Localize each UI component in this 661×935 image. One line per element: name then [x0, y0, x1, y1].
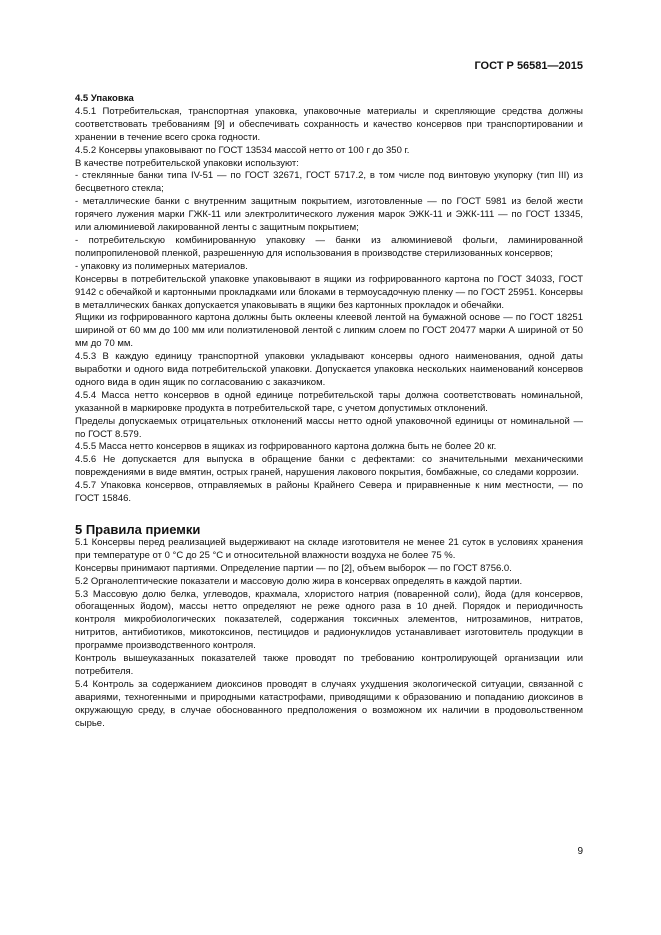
paragraph: Консервы в потребительской упаковке упаковывают в ящики из гофрированного картона по ГОСТ 34033, ГОСТ 9142 с обечайкой и картонными прокладками или блоками в термоусадочную пленку — по ГОСТ 25951. Консервы в металлических банках допускается упаковывать в ящики без картонных прокладок и обечайки.: [75, 273, 583, 311]
section-5-body: [75, 537, 583, 731]
list-item: - упаковку из полимерных материалов.: [75, 260, 248, 272]
paragraph: 4.5.4 Масса нетто консервов в одной единице потребительской тары должна соответствовать номинальной, указанной в маркировке продукта в потребительской таре, с учетом допустимых отклонений.: [75, 389, 583, 414]
paragraph: 5.1 Консервы перед реализацией выдерживают на складе изготовителя не менее 21 суток в условиях хранения при температуре от 0 °С до 25 °С и относительной влажности воздуха не более 75 %.: [75, 536, 583, 561]
section-5-title: 5 Правила приемки: [75, 522, 201, 537]
paragraph: В качестве потребительской упаковки используют:: [75, 157, 299, 169]
list-item: - стеклянные банки типа IV-51 — по ГОСТ 32671, ГОСТ 5717.2, в том числе под винтовую укупорку (тип III) из бесцветного стекла;: [75, 170, 583, 195]
page-content: [75, 93, 583, 731]
document-id: ГОСТ Р 56581—2015: [474, 60, 583, 72]
section-4-5-title: 4.5 Упаковка: [75, 93, 134, 104]
section-4-5-body: [75, 106, 583, 506]
list-item: - потребительскую комбинированную упаковку — банки из алюминиевой фольги, ламинированной полипропиленовой пленкой, разрешенную для использования в производстве стерилизованных консервов;: [75, 234, 583, 259]
paragraph: Пределы допускаемых отрицательных отклонений массы нетто одной упаковочной единицы от номинальной — по ГОСТ 8.579.: [75, 415, 583, 440]
paragraph: 4.5.3 В каждую единицу транспортной упаковки укладывают консервы одного наименования, одной даты выработки и одного вида потребительской упаковки. Допускается упаковка нескольких наименований консервов одного вида в один ящик по согласованию с заказчиком.: [75, 351, 583, 388]
list-item: - металлические банки с внутренним защитным покрытием, изготовленные — по ГОСТ 5981 из белой жести горячего лужения марки ГЖК-11 или электролитического лужения марок ЭЖК-11 и ЭЖК-111 — по ГОСТ 13345, или алюминиевой лакированной ленты с защитным покрытием;: [75, 196, 583, 234]
paragraph: Контроль вышеуказанных показателей также проводят по требованию контролирующей организации или потребителя.: [75, 653, 583, 677]
paragraph: 5.4 Контроль за содержанием диоксинов проводят в случаях ухудшения экологической ситуации, связанной с авариями, техногенными и природными катастрофами, приводящими к образованию и попаданию диоксинов в окружающую среду, в случае обоснованного предположения о возможном их наличии в продовольственном сырье.: [75, 678, 583, 729]
paragraph: 5.2 Органолептические показатели и массовую долю жира в консервах определять в каждой партии.: [75, 575, 523, 587]
page-number: 9: [577, 846, 583, 857]
paragraph: 4.5.5 Масса нетто консервов в ящиках из гофрированного картона должна быть не более 20 кг.: [75, 441, 497, 453]
paragraph: 4.5.1 Потребительская, транспортная упаковка, упаковочные материалы и скрепляющие средства должны соответствовать требованиям [9] и обеспечивать сохранность и качество консервов при транспортировании и хранении в течение всего срока годности.: [75, 105, 583, 143]
paragraph: 4.5.7 Упаковка консервов, отправляемых в районы Крайнего Севера и приравненные к ним местности, — по ГОСТ 15846.: [75, 480, 583, 505]
paragraph: Ящики из гофрированного картона должны быть оклеены клеевой лентой на бумажной основе — по ГОСТ 18251 шириной от 60 мм до 100 мм или полиэтиленовой лентой с липким слоем по ГОСТ 20477 марки А шириной от 50 мм до 70 мм.: [75, 312, 583, 350]
paragraph: 5.3 Массовую долю белка, углеводов, крахмала, хлористого натрия (поваренной соли), йода (для консервов, обогащенных йодом), массы нетто определяют не реже одного раза в 10 дней. Порядок и периодичность контроля микробиологических показателей, содержания токсичных элементов, нитрозаминов, нитратов, нитритов, антибиотиков, микотоксинов, пестицидов и радионуклидов устанавливает изготовитель продукции в программе производственного контроля.: [75, 588, 583, 652]
paragraph: 4.5.6 Не допускается для выпуска в обращение банки с дефектами: со значительными механическими повреждениями в виде вмятин, острых граней, нарушения лакового покрытия, бомбажные, со следами коррозии.: [75, 454, 583, 479]
paragraph: 4.5.2 Консервы упаковывают по ГОСТ 13534 массой нетто от 100 г до 350 г.: [75, 144, 410, 156]
paragraph: Консервы принимают партиями. Определение партии — по [2], объем выборок — по ГОСТ 8756.0.: [75, 562, 512, 574]
